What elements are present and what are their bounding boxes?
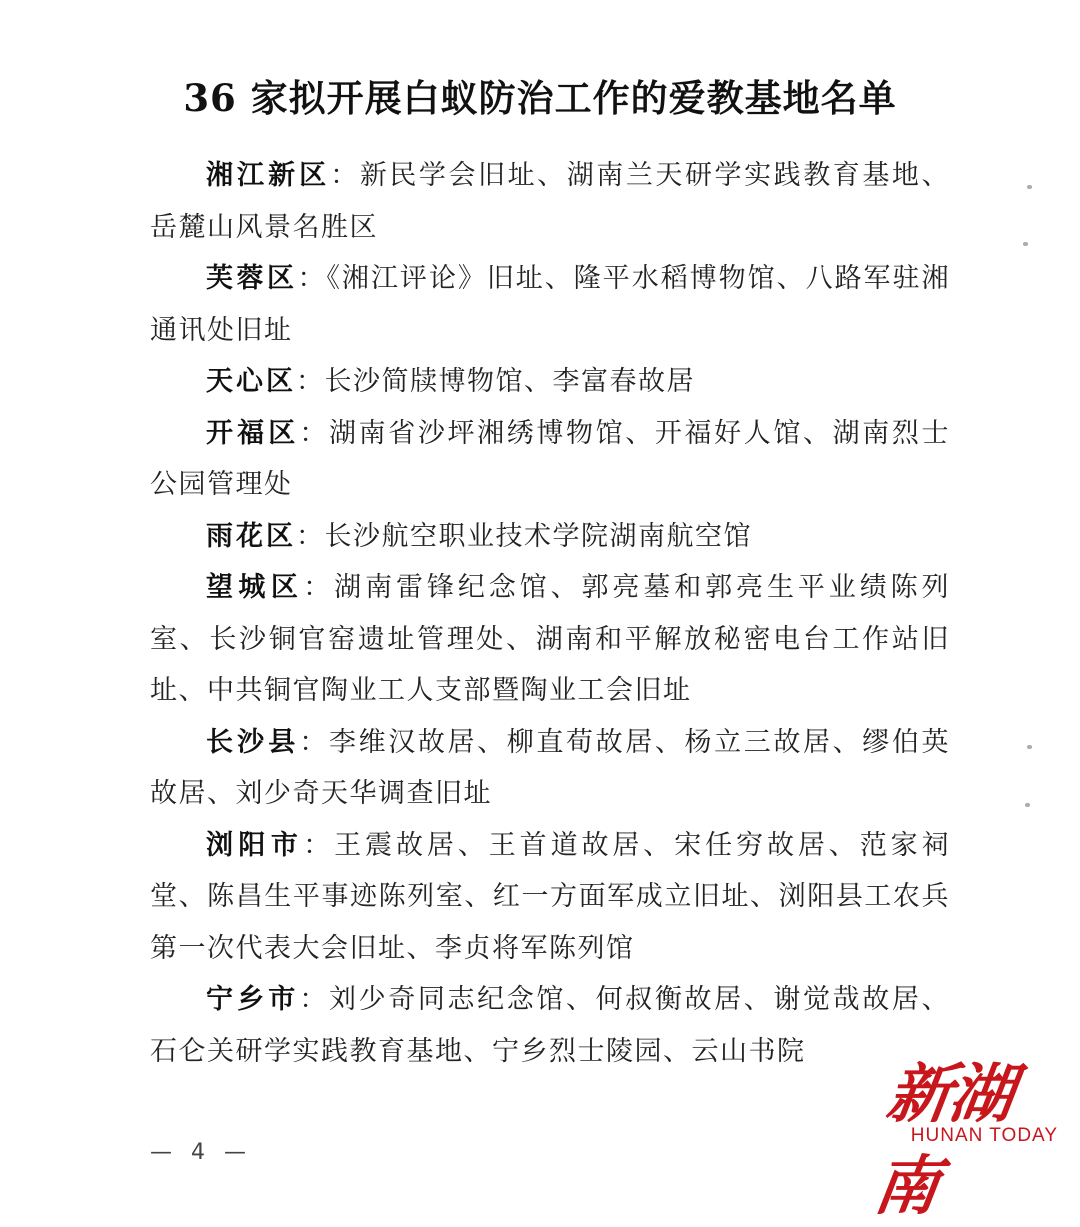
site-list: 《湘江评论》旧址、隆平水稻博物馆、八路军驻湘通讯处旧址: [150, 263, 951, 346]
list-item: [150, 150, 950, 253]
scan-speck: [1023, 242, 1028, 246]
separator: ：: [299, 726, 329, 758]
watermark-subtitle: HUNAN TODAY: [910, 1125, 1058, 1146]
separator: ：: [299, 984, 329, 1015]
watermark-logo: [869, 1033, 1072, 1224]
list-item: [150, 253, 950, 356]
site-list: 长沙航空职业技术学院湖南航空馆: [324, 520, 752, 552]
district-name: 雨花区: [206, 520, 296, 552]
district-list: [150, 150, 950, 1077]
list-item: [150, 820, 950, 975]
site-list: 王震故居、王首道故居、宋任穷故居、范家祠堂、陈昌生平事迹陈列室、红一方面军成立旧址、浏阳县工农兵第一次代表大会旧址、李贞将军陈列馆: [150, 829, 951, 964]
district-name: 长沙县: [206, 726, 300, 758]
district-name: 芙蓉区: [206, 263, 298, 294]
site-list: 刘少奇同志纪念馆、何叔衡故居、谢觉哉故居、石仑关研学实践教育基地、宁乡烈士陵园、云山书院: [150, 984, 950, 1067]
district-name: 湘江新区: [206, 160, 331, 191]
separator: ：: [303, 572, 335, 603]
page-number: — 4 —: [150, 1140, 252, 1165]
site-list: 湖南省沙坪湘绣博物馆、开福好人馆、湖南烈士公园管理处: [150, 417, 950, 500]
district-name: 浏阳市: [206, 829, 304, 861]
district-name: 开福区: [206, 417, 300, 449]
separator: ：: [296, 520, 325, 552]
watermark-logo-text: 新湖南: [869, 1057, 1017, 1224]
list-item: [150, 717, 950, 820]
district-name: 天心区: [206, 366, 296, 397]
scan-speck: [1027, 745, 1032, 749]
page-title: 36 家拟开展白蚁防治工作的爱教基地名单: [183, 76, 897, 120]
list-item: [150, 511, 950, 563]
separator: ：: [297, 263, 327, 294]
separator: ：: [299, 417, 329, 449]
district-name: 望城区: [206, 572, 304, 603]
list-item: [150, 974, 950, 1077]
separator: ：: [296, 366, 325, 397]
list-item: [150, 356, 950, 408]
list-item: [150, 408, 950, 511]
scan-speck: [1025, 803, 1030, 807]
list-item: [150, 562, 950, 717]
site-list: 湖南雷锋纪念馆、郭亮墓和郭亮生平业绩陈列室、长沙铜官窑遗址管理处、湖南和平解放秘密电台工作站旧址、中共铜官陶业工人支部暨陶业工会旧址: [150, 572, 951, 706]
site-list: 新民学会旧址、湖南兰天研学实践教育基地、岳麓山风景名胜区: [150, 160, 950, 243]
site-list: 长沙简牍博物馆、李富春故居: [324, 366, 695, 397]
separator: ：: [303, 829, 335, 861]
district-name: 宁乡市: [206, 984, 300, 1015]
scan-speck: [1027, 185, 1032, 189]
site-list: 李维汉故居、柳直荀故居、杨立三故居、缪伯英故居、刘少奇天华调查旧址: [150, 726, 950, 809]
separator: ：: [330, 160, 360, 191]
